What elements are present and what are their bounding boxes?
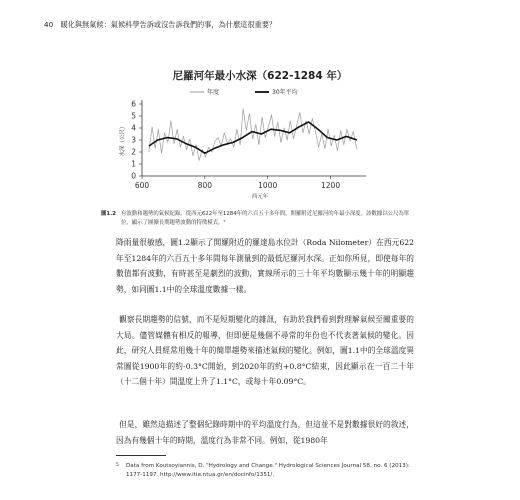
footnote	[116, 462, 414, 480]
y-tick-label: 1	[131, 159, 136, 169]
y-axis-label: 水深（公尺）	[120, 123, 126, 157]
legend-label: 30年平均	[272, 89, 298, 97]
nile-depth-chart	[100, 86, 420, 208]
legend-label: 年度	[207, 89, 220, 97]
running-head-title: 暖化與無氣候：氣候科學告訴或沒告訴我們的事，為什麼這很重要？	[60, 20, 277, 29]
footnote-rule	[116, 455, 166, 456]
y-tick-label: 2	[131, 147, 136, 157]
x-tick-label: 600	[134, 181, 150, 190]
figure-caption	[101, 210, 411, 227]
annual-series-line	[149, 109, 357, 161]
footnote-text: Data from Koutsoyiannis, D. "Hydrology and Change." Hydrological Sciences Journal 58, no. 6 (2013): 1177-1197. http://www.itia.ntua.gr/en/docinfo/1351/.	[126, 463, 410, 478]
x-tick-label: 1200	[321, 181, 341, 190]
x-tick-label: 800	[197, 181, 213, 190]
page-number: 40	[44, 20, 54, 29]
x-tick-label: 1000	[258, 181, 278, 190]
x-axis-label: 西元年	[251, 194, 269, 200]
running-head	[44, 20, 484, 30]
figure-number: 圖1.2	[101, 211, 116, 217]
y-tick-label: 0	[131, 171, 136, 181]
figure-caption-text: 有波動和趨勢的氣候紀錄。從西元622年至1284年的六百五十多年間，開羅附近尼羅河的年最小深度。該數據以公尺為單位，顯示了圖擴長期趨勢波動的特徵模式。⁵	[121, 211, 410, 226]
body-paragraph-1: 降雨量很敏感，圖1.2顯示了開羅附近的羅達島水位計（Roda Nilometer）在西元622年至1284年的六百五十多年間每年測量到的最低尼羅河水深。正如你所見，即使每年的數值都有波動，有時甚至是劇烈的波動，實線所示的三十年平均數顯示幾十年的明顯趨勢，如同圖1.1中的全球溫度數據一樣。	[116, 238, 414, 294]
figure-1-2	[100, 68, 410, 208]
body-paragraph-3: 但是，雖然這描述了整個紀錄時期中的平均溫度行為，但這並不是對數據很好的敘述，因為有幾個十年的時期，溫度行為非常不同。例如，從1980年	[116, 420, 414, 445]
y-tick-label: 4	[131, 123, 136, 133]
chart-title: 尼羅河年最小水深（622-1284 年）	[172, 70, 348, 82]
y-tick-label: 3	[131, 135, 136, 145]
footnote-mark: 5	[116, 463, 119, 468]
body-paragraph-2: 觀察長期趨勢的信號，而不是短期變化的雜訊，有助於我們看到對理解氣候至關重要的大局。儘管媒體有相反的報導，但即便是幾個不尋常的年份也不代表著氣候的變化。因此，研究人員經常用幾十年的簡單趨勢來描述氣候的變化。例如，圖1.1中的全球溫度異常圖從1900年的約-0.3°C開始，到2020年的約+0.8°C結束，因此顯示在一百二十年（十二個十年）間溫度上升了1.1°C，或每十年0.09°C。	[116, 315, 414, 387]
y-tick-label: 5	[131, 111, 136, 121]
y-tick-label: 6	[131, 99, 136, 109]
